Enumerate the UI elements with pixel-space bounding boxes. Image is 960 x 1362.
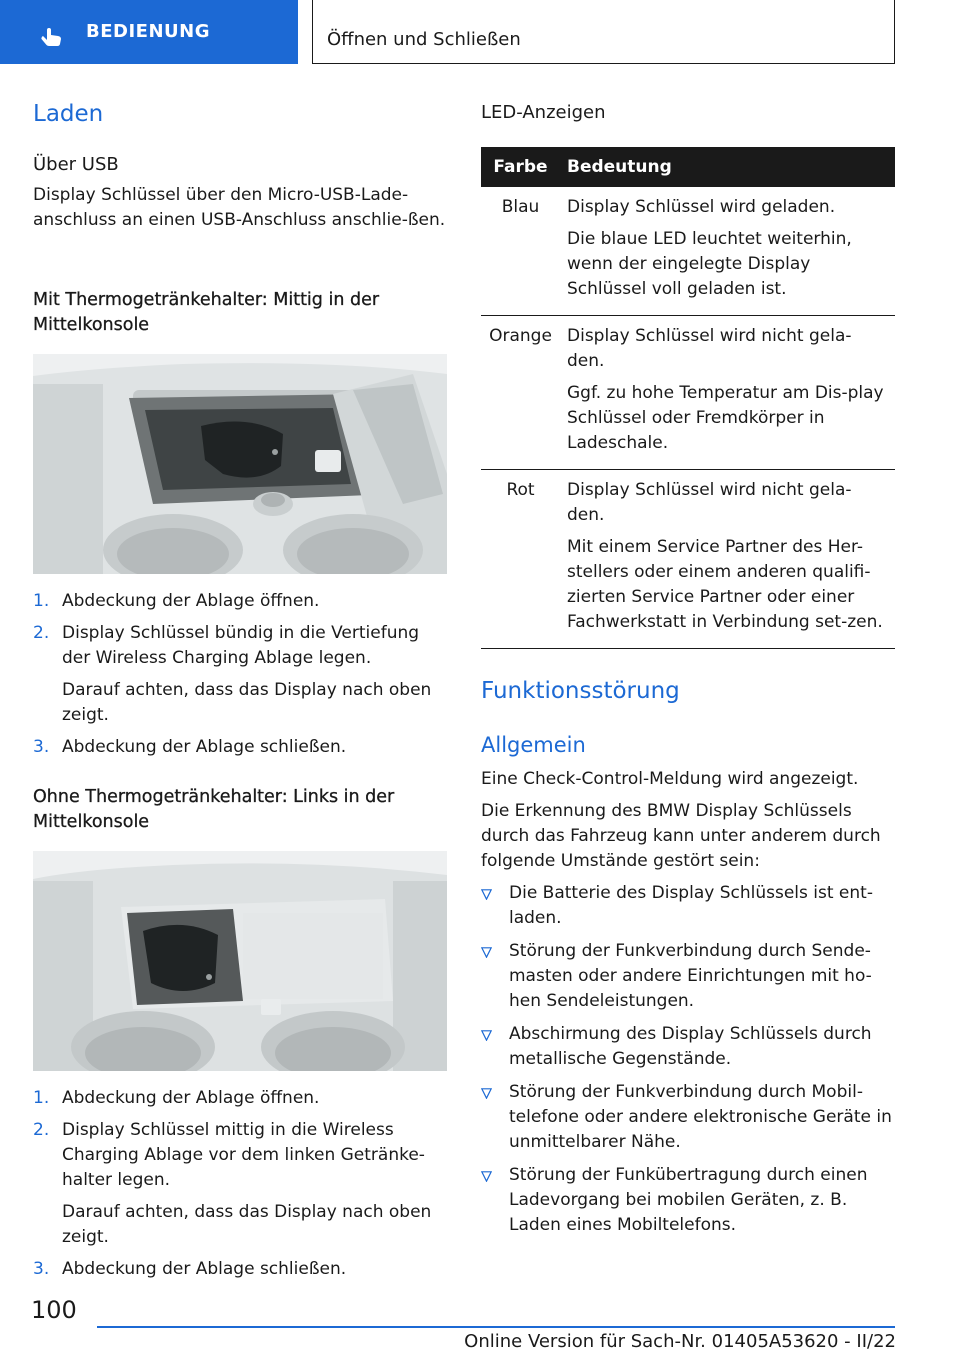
cell-meaning: [560, 316, 895, 470]
meaning-text: Display Schlüssel wird nicht gela-den.: [567, 326, 852, 371]
table-row: [481, 187, 895, 316]
footer-version-text: Online Version für Sach-Nr. 01405A53620 - II/22: [464, 1331, 896, 1352]
section-heading-fault: Funktionsstörung: [481, 678, 680, 704]
step-number: 1.: [33, 1088, 50, 1108]
list-item: [33, 735, 447, 760]
step-number: 2.: [33, 623, 50, 643]
nothermo-heading: [33, 785, 447, 835]
step-text: Abdeckung der Ablage schließen.: [62, 1259, 347, 1279]
step-note: Darauf achten, dass das Display nach oben zeigt.: [62, 1202, 432, 1247]
step-number: 2.: [33, 1120, 50, 1140]
steps-list-center: [33, 589, 447, 760]
list-item: [33, 1257, 447, 1282]
cell-color: Orange: [481, 316, 560, 470]
triangle-bullet-icon: [481, 889, 492, 900]
meaning-text: Display Schlüssel wird geladen.: [567, 197, 836, 217]
nothermo-heading-text: Ohne Thermogetränkehalter: Links in der Mittelkonsole: [33, 787, 395, 832]
list-item: [481, 1022, 895, 1072]
list-item: [33, 1086, 447, 1111]
step-number: 3.: [33, 737, 50, 757]
section-tab: [0, 0, 298, 64]
subheading-general: Allgemein: [481, 733, 586, 757]
column-header-color: Farbe: [481, 147, 560, 187]
cell-meaning: [560, 187, 895, 316]
step-text: Abdeckung der Ablage öffnen.: [62, 1088, 320, 1108]
list-item: [33, 589, 447, 614]
meaning-text: Display Schlüssel wird nicht gela-den.: [567, 480, 852, 525]
usb-paragraph: Display Schlüssel über den Micro-USB-Lade-anschluss an einen USB-Anschluss anschlie-ßen.: [33, 185, 446, 230]
bullet-text: Die Batterie des Display Schlüssels ist ent-laden.: [509, 883, 873, 928]
step-text: Display Schlüssel bündig in die Vertiefung der Wireless Charging Ablage legen.: [62, 623, 420, 668]
table-row: [481, 316, 895, 470]
step-text: Abdeckung der Ablage schließen.: [62, 737, 347, 757]
fault-causes-list: [481, 881, 895, 1246]
list-item: [33, 1118, 447, 1250]
list-item: [481, 1080, 895, 1155]
bullet-text: Störung der Funkübertragung durch einen Ladevorgang bei mobilen Geräten, z. B. Laden eines Mobiltelefons.: [509, 1165, 868, 1235]
general-paragraph-1: Eine Check-Control-Meldung wird angezeigt.: [481, 769, 859, 789]
triangle-bullet-icon: [481, 1030, 492, 1041]
steps-list-left: [33, 1086, 447, 1282]
triangle-bullet-icon: [481, 947, 492, 958]
list-item: [481, 939, 895, 1014]
step-number: 3.: [33, 1259, 50, 1279]
charging-tray-illustration: [33, 851, 447, 1071]
cell-color: Rot: [481, 470, 560, 649]
figure-charging-tray-left: [33, 851, 447, 1071]
cell-color: Blau: [481, 187, 560, 316]
charging-tray-illustration: [33, 354, 447, 574]
table-row: [481, 470, 895, 649]
bullet-text: Störung der Funkverbindung durch Mobil-telefone oder andere elektronische Geräte in unmittelbarer Nähe.: [509, 1082, 892, 1152]
meaning-note: Mit einem Service Partner des Her-stellers oder einem anderen qualifi-zierten Service Partner oder einer Fachwerkstatt in Verbindung set-zen.: [567, 537, 883, 632]
chapter-title: Öffnen und Schließen: [327, 29, 521, 50]
cell-meaning: [560, 470, 895, 649]
step-text: Abdeckung der Ablage öffnen.: [62, 591, 320, 611]
hand-pointer-icon: [40, 26, 64, 48]
general-paragraph-2: Die Erkennung des BMW Display Schlüssels durch das Fahrzeug kann unter anderem durch folgende Umstände gestört sein:: [481, 801, 881, 871]
step-note: Darauf achten, dass das Display nach oben zeigt.: [62, 680, 432, 725]
list-item: [33, 621, 447, 728]
meaning-note: Ggf. zu hohe Temperatur am Dis-play Schlüssel oder Fremdkörper in Ladeschale.: [567, 383, 884, 453]
bullet-text: Störung der Funkverbindung durch Sende-masten oder andere Einrichtungen mit ho-hen Sendeleistungen.: [509, 941, 872, 1011]
list-item: [481, 881, 895, 931]
led-heading: LED-Anzeigen: [481, 102, 606, 123]
subheading-usb: Über USB: [33, 154, 119, 175]
footer-divider: [97, 1326, 895, 1328]
thermo-heading-text: Mit Thermogetränkehalter: Mittig in der Mittelkonsole: [33, 290, 380, 335]
triangle-bullet-icon: [481, 1171, 492, 1182]
step-text: Display Schlüssel mittig in die Wireless Charging Ablage vor dem linken Getränke-halter legen.: [62, 1120, 425, 1190]
section-heading-laden: Laden: [33, 101, 104, 127]
led-table: [481, 147, 895, 649]
section-title: BEDIENUNG: [86, 21, 210, 42]
column-header-meaning: Bedeutung: [560, 147, 895, 187]
triangle-bullet-icon: [481, 1088, 492, 1099]
chapter-header: [312, 0, 895, 64]
page-number: 100: [31, 1296, 77, 1324]
bullet-text: Abschirmung des Display Schlüssels durch metallische Gegenstände.: [509, 1024, 872, 1069]
meaning-note: Die blaue LED leuchtet weiterhin, wenn der eingelegte Display Schlüssel voll geladen ist.: [567, 229, 852, 299]
list-item: [481, 1163, 895, 1238]
step-number: 1.: [33, 591, 50, 611]
thermo-heading: [33, 288, 447, 338]
figure-charging-tray-center: [33, 354, 447, 574]
table-header-row: [481, 147, 895, 187]
